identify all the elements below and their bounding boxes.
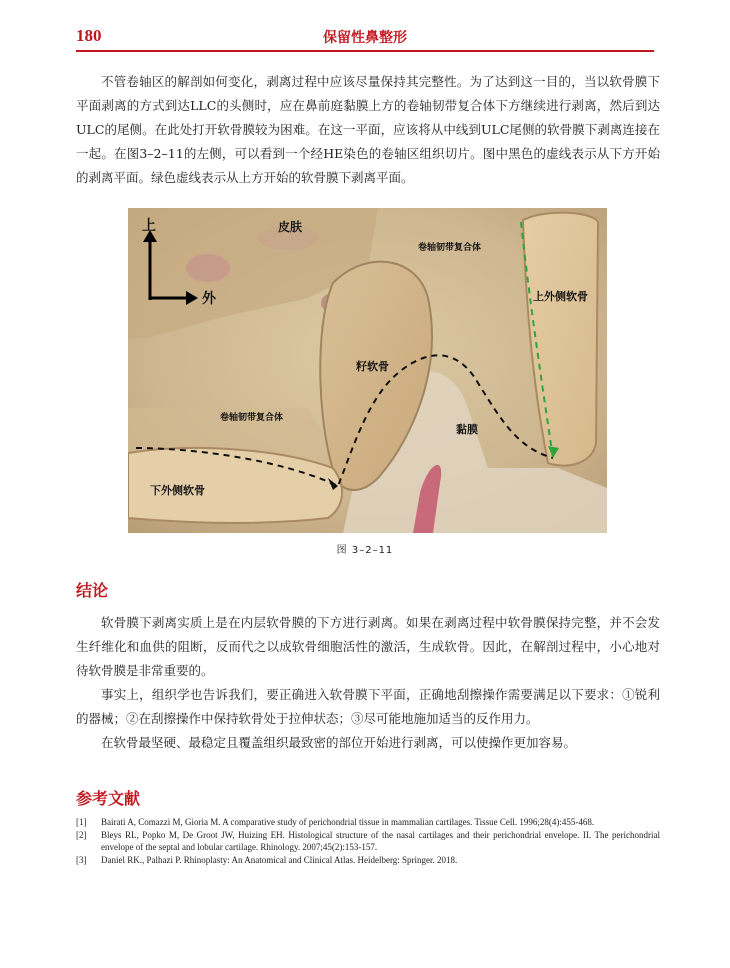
reference-item: [76, 829, 660, 854]
label-sesamoid: 籽软骨: [356, 360, 389, 373]
conclusion-heading: 结论: [76, 581, 109, 600]
label-ulc: 上外侧软骨: [533, 290, 588, 303]
reference-text: Daniel RK., Palhazi P. Rhinoplasty: An Anatomical and Clinical Atlas. Heidelberg: Springer. 2018.: [101, 854, 458, 865]
label-mucosa: 黏膜: [456, 423, 478, 436]
figure-caption: 图 3–2–11: [336, 545, 394, 556]
reference-text: Bleys RL, Popko M, De Groot JW, Huizing EH. Histological structure of the nasal cartilages and their perichondrial envelope. II. The perichondrial envelope of the septal and lobular cartilage. Rhinology. 2007;45(2):153-157.: [101, 829, 660, 852]
reference-item: [76, 816, 660, 829]
conclusion-paragraph-2: 事实上，组织学也告诉我们，要正确进入软骨膜下平面，正确地刮擦操作需要满足以下要求：①锐利的器械；②在刮擦操作中保持软骨处于拉伸状态；③尽可能地施加适当的反作用力。: [76, 687, 660, 726]
label-scroll-complex-top: 卷轴韧带复合体: [418, 243, 482, 253]
conclusion-paragraph-1: 软骨膜下剥离实质上是在内层软骨膜的下方进行剥离。如果在剥离过程中软骨膜保持完整，并不会发生纤维化和血供的阻断，反而代之以成软骨细胞活性的激活，生成软骨。因此，在解剖过程中，小心地对待软骨膜是非常重要的。: [76, 615, 660, 678]
label-scroll-complex-left: 卷轴韧带复合体: [220, 413, 284, 423]
gland-patch: [186, 254, 230, 282]
reference-number: [3]: [76, 854, 87, 865]
page-header: [76, 26, 654, 48]
page-number: 180: [76, 26, 102, 45]
label-llc: 下外侧软骨: [150, 484, 205, 497]
header-rule: [76, 50, 654, 52]
histology-image: [128, 208, 607, 533]
body-paragraph-1: 不管卷轴区的解剖如何变化，剥离过程中应该尽量保持其完整性。为了达到这一目的，当以软骨膜下平面剥离的方式到达LLC的头侧时，应在鼻前庭黏膜上方的卷轴韧带复合体下方继续进行剥离，然后到达ULC的尾侧。在此处打开软骨膜较为困难。在这一平面，应该将从中线到ULC尾侧的软骨膜下剥离连接在一起。在图3–2–11的左侧，可以看到一个经HE染色的卷轴区组织切片。图中黑色的虚线表示从下方开始的剥离平面。绿色虚线表示从上方开始的软骨膜下剥离平面。: [76, 74, 660, 185]
references-list: [76, 816, 660, 866]
reference-text: Bairati A, Comazzi M, Gioria M. A comparative study of perichondrial tissue in mammalian cartilages. Tissue Cell. 1996;28(4):455-468.: [101, 817, 595, 827]
references-heading: 参考文献: [76, 789, 141, 808]
label-lateral: 外: [202, 291, 216, 307]
running-title: 保留性鼻整形: [323, 30, 407, 46]
conclusion-paragraph-3: 在软骨最坚硬、最稳定且覆盖组织最致密的部位开始进行剥离，可以使操作更加容易。: [101, 735, 577, 750]
label-up: 上: [142, 218, 156, 234]
label-skin: 皮肤: [278, 220, 303, 234]
histology-figure: [128, 208, 607, 533]
reference-number: [2]: [76, 829, 87, 840]
reference-number: [1]: [76, 817, 87, 827]
reference-item: [76, 854, 660, 867]
